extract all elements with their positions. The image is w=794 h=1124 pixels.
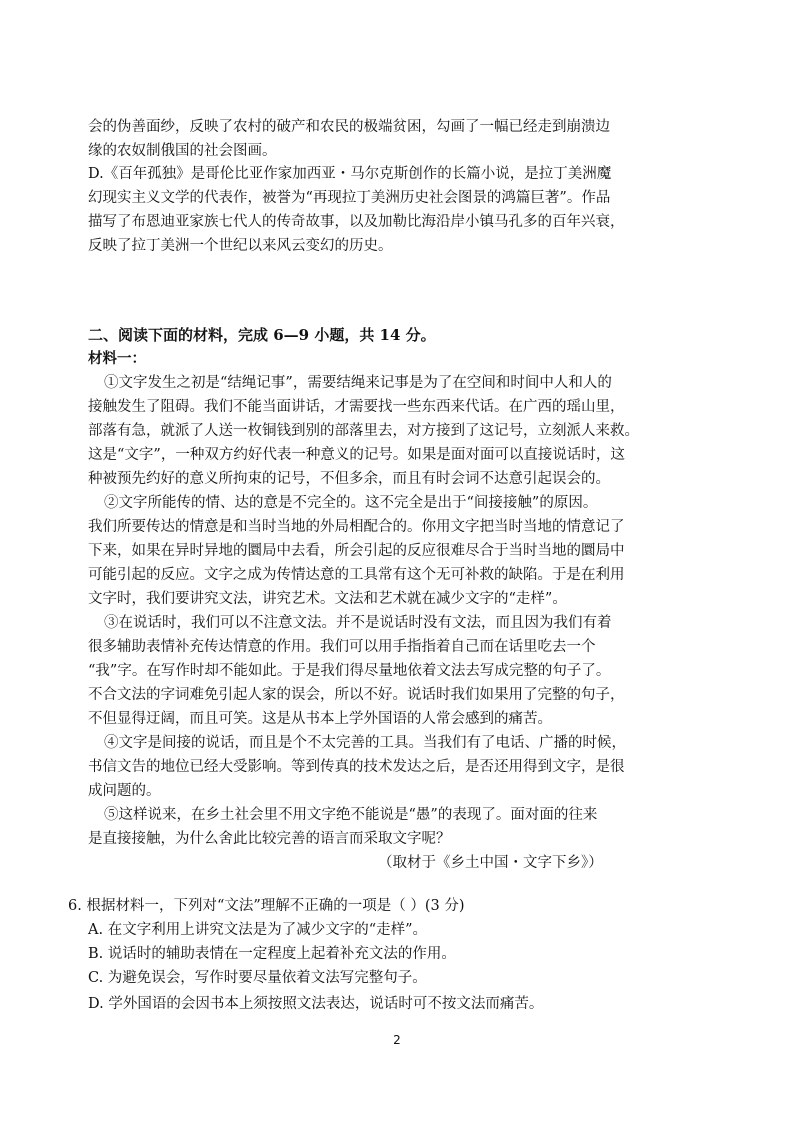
option-a[interactable]: A. 在文字利用上讲究文法是为了减少文字的“走样”。 (88, 922, 428, 938)
paragraph-line: “我”字。在写作时却不能如此。于是我们得尽量地依着文法去写成完整的句子了。 (88, 663, 611, 679)
paragraph-line: 部落有急，就派了人送一枚铜钱到别的部落里去，对方接到了这记号，立刻派人来救。 (88, 423, 639, 439)
paragraph-line: 我们所要传达的情意是和当时当地的外局相配合的。你用文字把当时当地的情意记了 (88, 519, 625, 535)
question-6-stem: 6. 根据材料一，下列对“文法”理解不正确的一项是（ ）(3 分) (68, 898, 465, 914)
option-d-line: 幻现实主义文学的代表作，被誉为“再现拉丁美洲历史社会图景的鸿篇巨著”。作品 (88, 190, 611, 206)
paragraph-line: ⑤这样说来，在乡土社会里不用文字绝不能说是“愚”的表现了。面对面的往来 (104, 807, 598, 823)
paragraph-line: ①文字发生之初是“结绳记事”，需要结绳来记事是为了在空间和时间中人和人的 (104, 375, 612, 391)
option-d-line: 反映了拉丁美洲一个世纪以来风云变幻的历史。 (88, 238, 393, 254)
paragraph-line: 接触发生了阻碍。我们不能当面讲话，才需要找一些东西来代话。在广西的瑶山里， (88, 399, 625, 415)
page-number: 2 (393, 1033, 401, 1047)
paragraph-line: 成问题的。 (88, 783, 161, 799)
continuation-line: 会的伪善面纱，反映了农村的破产和农民的极端贫困，勾画了一幅已经走到崩溃边 (88, 119, 610, 135)
paragraph-line: ④文字是间接的说话，而且是个不太完善的工具。当我们有了电话、广播的时候， (104, 735, 626, 751)
option-b[interactable]: B. 说话时的辅助表情在一定程度上起着补充文法的作用。 (88, 946, 456, 962)
paragraph-line: 下来，如果在异时异地的圜局中去看，所会引起的反应很难尽合于当时当地的圜局中 (88, 543, 625, 559)
paragraph-line: 这是“文字”，一种双方约好代表一种意义的记号。如果是面对面可以直接说话时，这 (88, 447, 625, 463)
paragraph-line: 很多辅助表情补充传达情意的作用。我们可以用手指指着自己而在话里吃去一个 (88, 639, 596, 655)
option-c[interactable]: C. 为避免误会，写作时要尽量依着文法写完整句子。 (88, 970, 427, 986)
paragraph-line: ③在说话时，我们可以不注意文法。并不是说话时没有文法，而且因为我们有着 (104, 615, 612, 631)
source-citation: （取材于《乡土中国・文字下乡》） (378, 855, 603, 871)
continuation-line: 缘的农奴制俄国的社会图画。 (88, 143, 277, 159)
paragraph-line: 是直接接触，为什么舍此比较完善的语言而采取文字呢？ (88, 831, 451, 847)
paragraph-line: 书信文告的地位已经大受影响。等到传真的技术发达之后，是否还用得到文字，是很 (88, 759, 625, 775)
paragraph-line: 文字时，我们要讲究文法，讲究艺术。文法和艺术就在减少文字的“走样”。 (88, 591, 567, 607)
paragraph-line: 不但显得迂阔，而且可笑。这是从书本上学外国语的人常会感到的痛苦。 (88, 711, 552, 727)
paragraph-line: ②文字所能传的情、达的意是不完全的。这不完全是出于“间接接触”的原因。 (104, 495, 598, 511)
paragraph-line: 可能引起的反应。文字之成为传情达意的工具常有这个无可补救的缺陷。于是在利用 (88, 567, 625, 583)
option-d-line: 描写了布恩迪亚家族七代人的传奇故事，以及加勒比海沿岸小镇马孔多的百年兴衰， (88, 214, 625, 230)
paragraph-line: 不合文法的字词难免引起人家的误会，所以不好。说话时我们如果用了完整的句子， (88, 687, 625, 703)
section-title: 二、阅读下面的材料，完成 6—9 小题，共 14 分。 (88, 326, 436, 344)
material-label: 材料一： (88, 350, 146, 367)
option-d[interactable]: D. 学外国语的会因书本上须按照文法表达，说话时可不按文法而痛苦。 (88, 996, 544, 1012)
option-d-line: D.《百年孤独》是哥伦比亚作家加西亚・马尔克斯创作的长篇小说，是拉丁美洲魔 (88, 166, 612, 182)
paragraph-line: 种被预先约好的意义所拘束的记号，不但多余，而且有时会词不达意引起误会的。 (88, 471, 610, 487)
